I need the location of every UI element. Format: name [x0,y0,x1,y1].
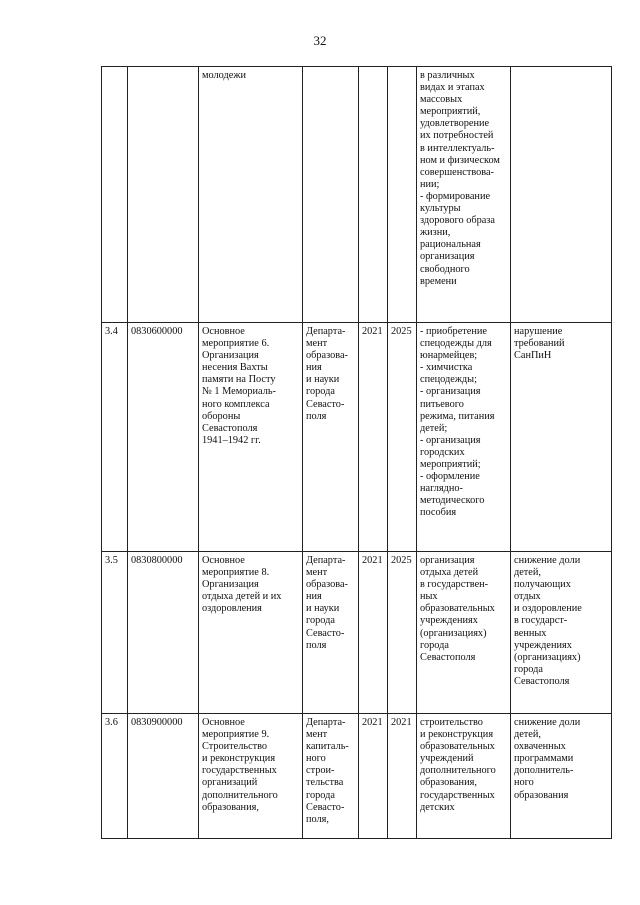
row-executor: Департа- мент образова- ния и науки города Севасто- поля [303,323,359,552]
page-number: 32 [313,33,327,48]
table-row [102,714,612,839]
row-number: 3.5 [102,552,128,714]
row-code: 0830600000 [128,323,199,552]
row-executor: Департа- мент капиталь- ного строи- тельства города Севасто- поля, [303,714,359,839]
row-year-end: 2025 [388,552,417,714]
row-result: строительство и реконструкция образовательных учреждений дополнительного образования, государственных детских [417,714,511,839]
row-code: 0830800000 [128,552,199,714]
row-result: в различных видах и этапах массовых мероприятий, удовлетворение их потребностей в интеллектуаль- ном и физическом совершенствова- нии; - формирование культуры здорового образа жизни, рациональная организация свободного времени [417,67,511,323]
row-year-start: 2021 [359,552,388,714]
row-name: молодежи [199,67,303,323]
row-year-end: 2025 [388,323,417,552]
row-number [102,67,128,323]
row-risk: снижение доли детей, получающих отдых и оздоровление в государст- венных учреждениях (организациях) города Севастополя [511,552,612,714]
row-name: Основное мероприятие 9. Строительство и реконструкция государственных организаций дополнительного образования, [199,714,303,839]
row-code: 0830900000 [128,714,199,839]
table-row [102,552,612,714]
row-number: 3.4 [102,323,128,552]
row-risk: нарушение требований СанПиН [511,323,612,552]
row-year-start: 2021 [359,323,388,552]
row-year-end [388,67,417,323]
row-number: 3.6 [102,714,128,839]
program-table [101,66,612,839]
row-executor: Департа- мент образова- ния и науки города Севасто- поля [303,552,359,714]
row-name: Основное мероприятие 8. Организация отдыха детей и их оздоровления [199,552,303,714]
row-year-start [359,67,388,323]
row-year-start: 2021 [359,714,388,839]
row-result: организация отдыха детей в государствен- ных образовательных учреждениях (организациях) города Севастополя [417,552,511,714]
row-risk: снижение доли детей, охваченных программами дополнитель- ного образования [511,714,612,839]
row-risk [511,67,612,323]
table-row [102,67,612,323]
row-name: Основное мероприятие 6. Организация несения Вахты памяти на Посту № 1 Мемориаль- ного комплекса обороны Севастополя 1941–1942 гг. [199,323,303,552]
row-code [128,67,199,323]
row-result: - приобретение спецодежды для юнармейцев; - химчистка спецодежды; - организация питьевого режима, питания детей; - организация городских мероприятий; - оформление наглядно- методического пособия [417,323,511,552]
row-year-end: 2021 [388,714,417,839]
row-executor [303,67,359,323]
table-row [102,323,612,552]
